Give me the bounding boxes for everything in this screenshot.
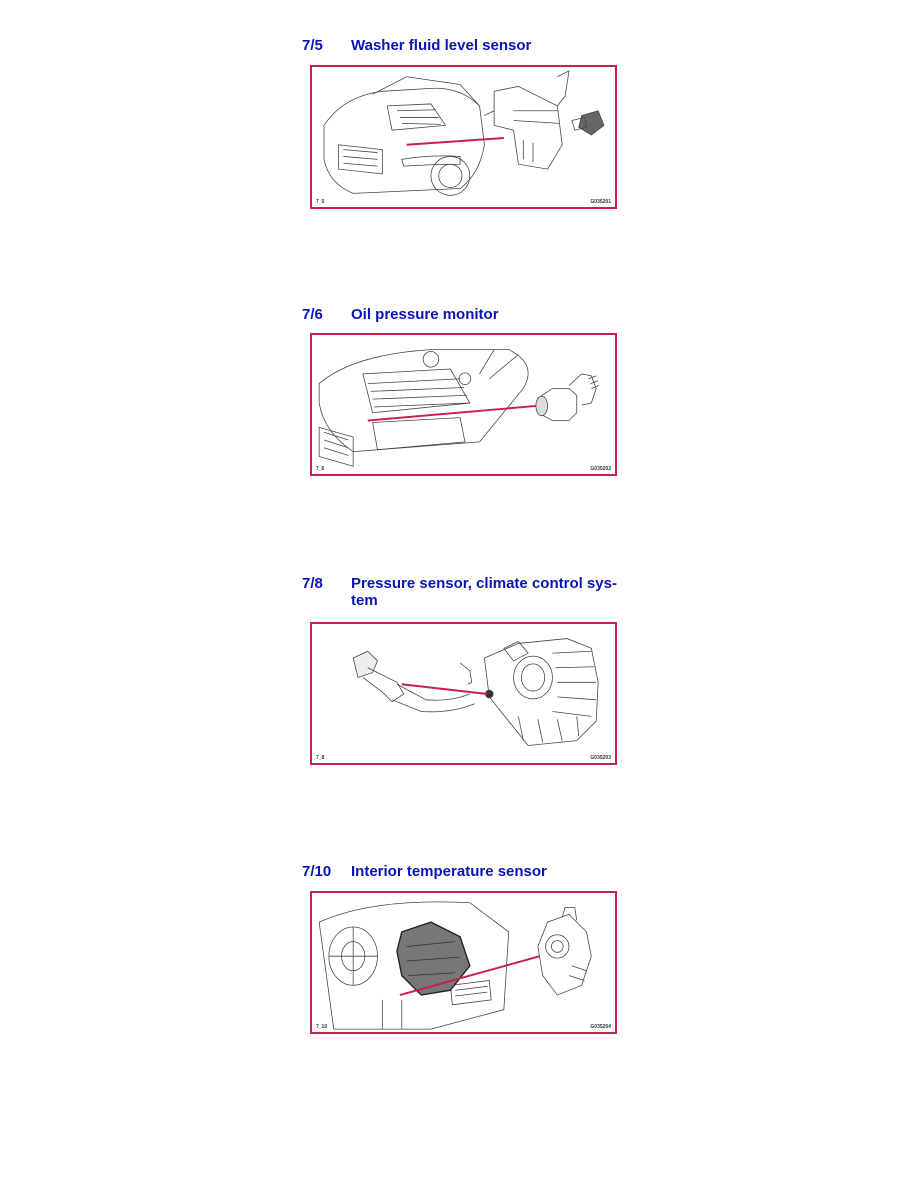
pointer-line bbox=[402, 684, 488, 694]
interior-temp-figure bbox=[310, 891, 617, 1034]
figure-label: 7_10 bbox=[316, 1024, 328, 1030]
climate-pressure-figure bbox=[310, 622, 617, 765]
washer-fluid-illustration bbox=[312, 67, 615, 207]
section-number: 7/6 bbox=[302, 306, 323, 323]
oil-pressure-figure bbox=[310, 333, 617, 476]
section-number: 7/5 bbox=[302, 37, 323, 54]
section-number: 7/10 bbox=[302, 863, 332, 880]
interior-temp-illustration bbox=[312, 893, 615, 1032]
section-number: 7/8 bbox=[302, 575, 323, 592]
figure-code: G035203 bbox=[590, 755, 611, 761]
oil-pressure-illustration bbox=[312, 335, 615, 474]
figure-code: G035202 bbox=[590, 466, 611, 472]
section-title: Interior temperature sensor bbox=[351, 863, 547, 880]
figure-label: 7_8 bbox=[316, 755, 325, 761]
figure-label: 7_6 bbox=[316, 466, 325, 472]
section-title: Oil pressure monitor bbox=[351, 306, 499, 323]
climate-pressure-illustration bbox=[312, 624, 615, 763]
pointer-line bbox=[407, 138, 504, 145]
figure-code: G035201 bbox=[590, 199, 611, 205]
figure-label: 7_5 bbox=[316, 199, 325, 205]
section-title: Washer fluid level sensor bbox=[351, 37, 532, 54]
section-title: Pressure sensor, climate control sys- tem bbox=[351, 575, 617, 609]
washer-fluid-figure bbox=[310, 65, 617, 209]
figure-code: G035204 bbox=[590, 1024, 611, 1030]
